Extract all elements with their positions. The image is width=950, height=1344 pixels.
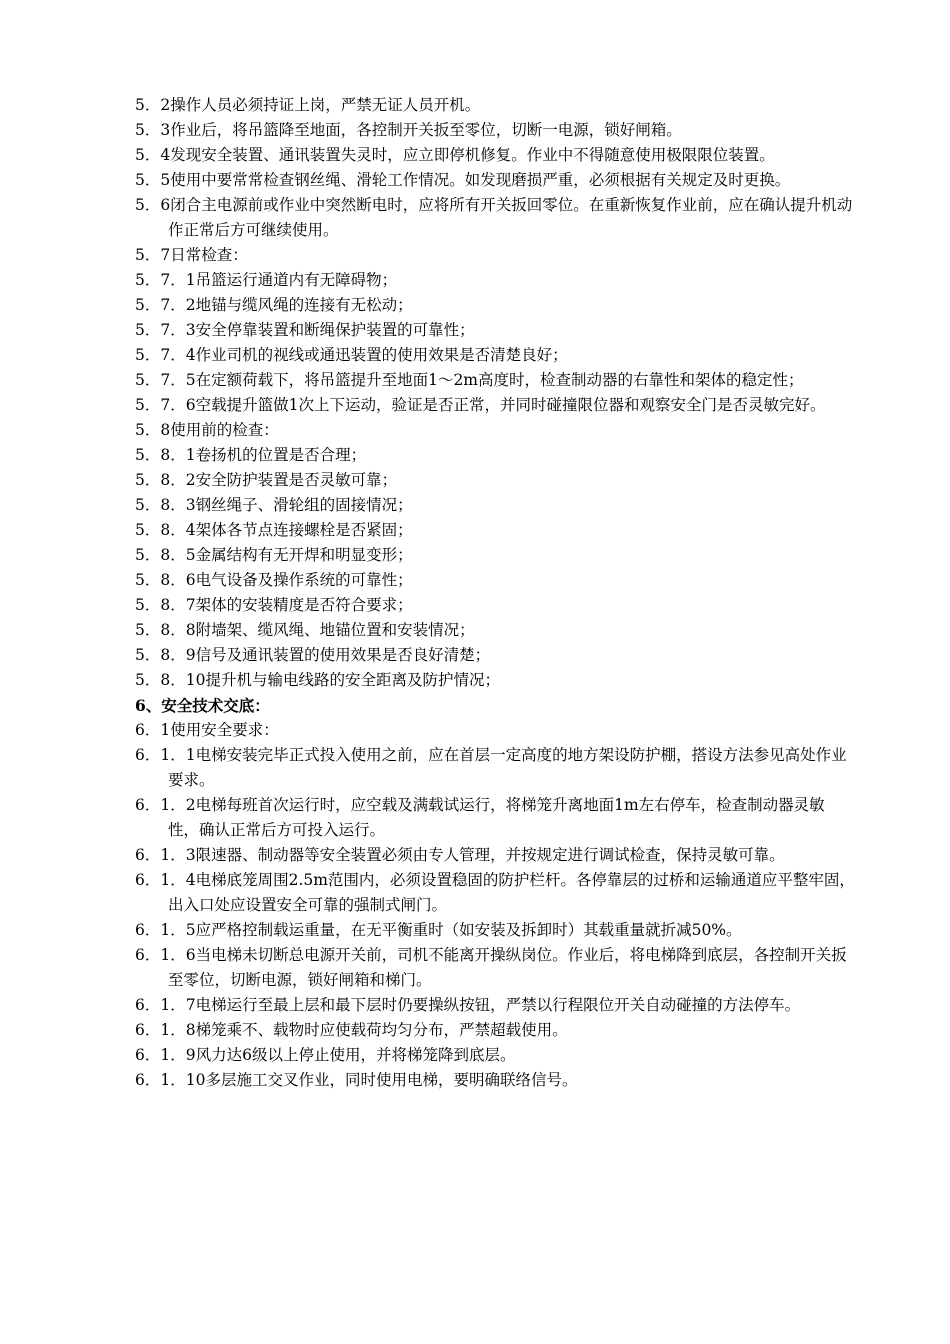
paragraph: 5．8．6电气设备及操作系统的可靠性； — [135, 571, 413, 589]
paragraph: 5．8．2安全防护装置是否灵敏可靠； — [135, 471, 398, 489]
paragraph: 6．1．8梯笼乘不、载物时应使载荷均匀分布，严禁超载使用。 — [135, 1021, 568, 1039]
paragraph: 5．3作业后，将吊篮降至地面，各控制开关扳至零位，切断一电源，锁好闸箱。 — [135, 121, 682, 139]
paragraph: 5．2操作人员必须持证上岗，严禁无证人员开机。 — [135, 96, 481, 114]
paragraph: 5．8．10提升机与输电线路的安全距离及防护情况； — [135, 671, 500, 689]
paragraph: 5．8．4架体各节点连接螺栓是否紧固； — [135, 521, 413, 539]
paragraph: 5．8．1卷扬机的位置是否合理； — [135, 446, 367, 464]
paragraph: 5．7．4作业司机的视线或通迅装置的使用效果是否清楚良好； — [135, 346, 568, 364]
paragraph: 5．6闭合主电源前或作业中突然断电时，应将所有开关扳回零位。在重新恢复作业前，应在确认提升机动作正常后方可继续使用。 — [135, 196, 853, 239]
paragraph: 6．1．5应严格控制载运重量，在无平衡重时（如安装及拆卸时）其载重量就折减50%。 — [135, 921, 742, 939]
paragraph: 5．7．5在定额荷载下，将吊篮提升至地面1～2m高度时，检查制动器的右靠性和架体的稳定性； — [135, 371, 804, 389]
paragraph: 5．7．3安全停靠装置和断绳保护装置的可靠性； — [135, 321, 475, 339]
paragraph: 5．5使用中要常常检查钢丝绳、滑轮工作情况。如发现磨损严重，必须根据有关规定及时更换。 — [135, 171, 791, 189]
section-heading: 6、安全技术交底： — [135, 696, 270, 715]
paragraph: 5．8．5金属结构有无开焊和明显变形； — [135, 546, 413, 564]
paragraph: 6．1．10多层施工交叉作业，同时使用电梯，要明确联络信号。 — [135, 1071, 578, 1089]
paragraph: 6．1．7电梯运行至最上层和最下层时仍要操纵按钮，严禁以行程限位开关自动碰撞的方法停车。 — [135, 996, 801, 1014]
paragraph: 5．7．1吊篮运行通道内有无障碍物； — [135, 271, 398, 289]
paragraph: 6．1．2电梯每班首次运行时，应空载及满载试运行，将梯笼升离地面1m左右停车，检查制动器灵敏性，确认正常后方可投入运行。 — [135, 796, 825, 839]
paragraph: 6．1．1电梯安装完毕正式投入使用之前，应在首层一定高度的地方架设防护棚，搭设方法参见高处作业要求。 — [135, 746, 847, 789]
paragraph: 5．8使用前的检查： — [135, 421, 279, 439]
paragraph: 5．8．3钢丝绳子、滑轮组的固接情况； — [135, 496, 413, 514]
paragraph: 5．8．8附墙架、缆风绳、地锚位置和安装情况； — [135, 621, 475, 639]
paragraph: 5．7．6空载提升篮做1次上下运动，验证是否正常，并同时碰撞限位器和观察安全门是否灵敏完好。 — [135, 396, 826, 414]
paragraph: 6．1．6当电梯未切断总电源开关前，司机不能离开操纵岗位。作业后，将电梯降到底层，各控制开关扳至零位，切断电源，锁好闸箱和梯门。 — [135, 946, 847, 989]
paragraph: 5．8．9信号及通讯装置的使用效果是否良好清楚； — [135, 646, 491, 664]
paragraph: 6．1．4电梯底笼周围2.5m范围内，必须设置稳固的防护栏杆。各停靠层的过桥和运输通道应平整牢固，出入口处应设置安全可靠的强制式闸门。 — [135, 871, 855, 914]
paragraph: 6．1．3限速器、制动器等安全装置必须由专人管理，并按规定进行调试检查，保持灵敏可靠。 — [135, 846, 785, 864]
document-body — [135, 93, 855, 1093]
paragraph: 5．8．7架体的安装精度是否符合要求； — [135, 596, 413, 614]
paragraph: 5．4发现安全装置、通讯装置失灵时，应立即停机修复。作业中不得随意使用极限限位装置。 — [135, 146, 775, 164]
paragraph: 6．1使用安全要求： — [135, 721, 279, 739]
paragraph: 5．7日常检查： — [135, 246, 248, 264]
paragraph: 6．1．9风力达6级以上停止使用，并将梯笼降到底层。 — [135, 1046, 516, 1064]
paragraph: 5．7．2地锚与缆风绳的连接有无松动； — [135, 296, 413, 314]
